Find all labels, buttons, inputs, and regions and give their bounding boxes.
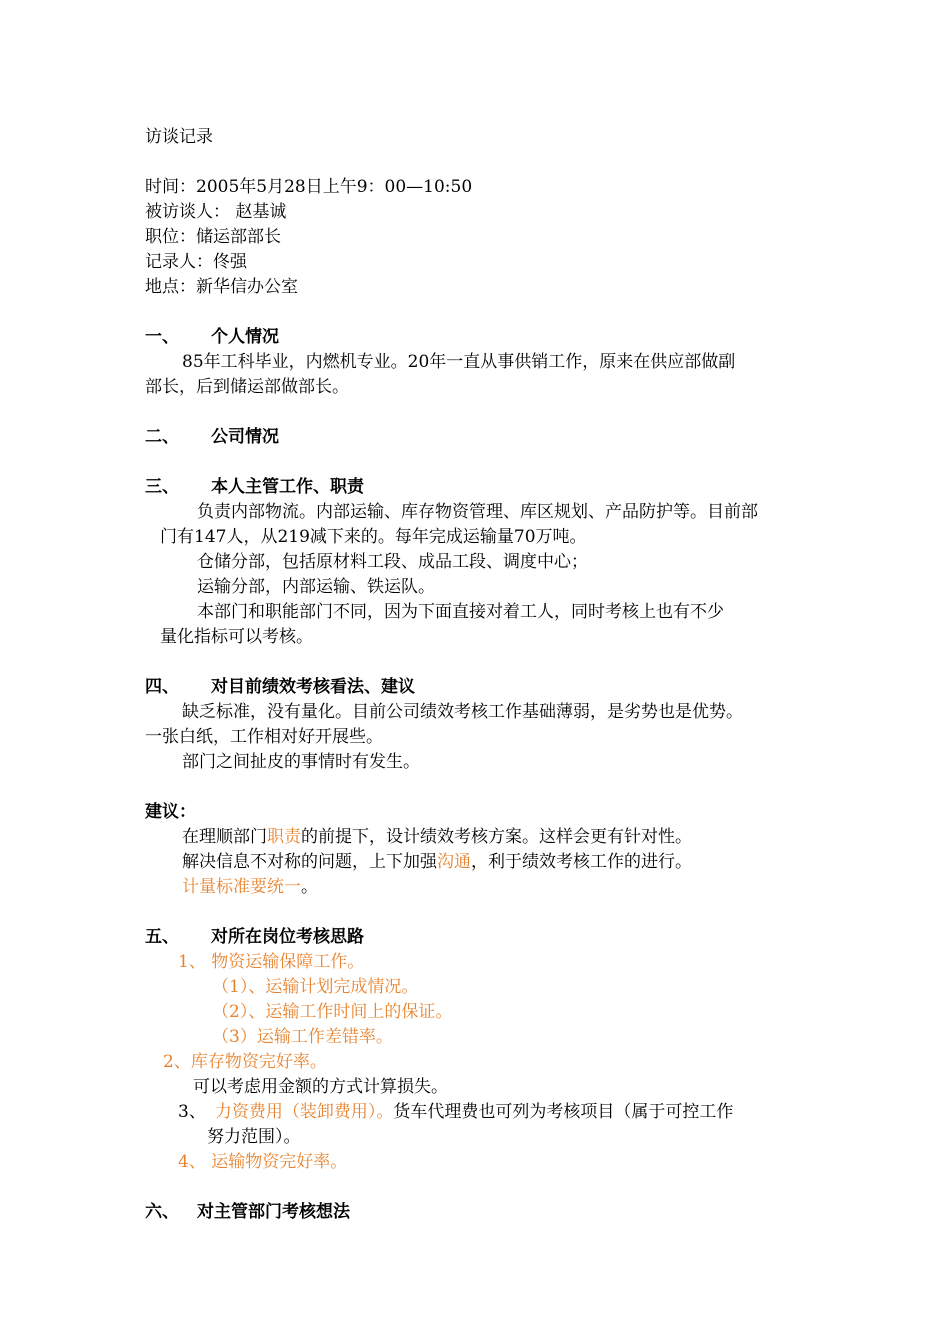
suggestion-1-keyword: 职责	[267, 827, 301, 847]
section-4-number: 四、	[145, 677, 179, 697]
item-1-sub-1: （1）、运输计划完成情况。	[212, 977, 419, 997]
item-1-sub-2: （2）、运输工作时间上的保证。	[212, 1002, 453, 1022]
suggestion-2-keyword: 沟通	[437, 852, 471, 872]
item-3-line-2: 努力范围）。	[207, 1127, 301, 1147]
item-3-line-1	[178, 1100, 733, 1125]
section-1-text-line-1: 85年工科毕业，内燃机专业。20年一直从事供销工作，原来在供应部做副	[182, 352, 736, 372]
section-3-para-1-line-2: 门有147人，从219减下来的。每年完成运输量70万吨。	[160, 527, 587, 547]
suggestion-line-3	[182, 875, 318, 900]
section-3-para-1-line-1: 负责内部物流。内部运输、库存物资管理、库区规划、产品防护等。目前部	[197, 502, 758, 522]
section-3-para-3: 运输分部，内部运输、铁运队。	[197, 577, 435, 597]
section-4-para-2: 部门之间扯皮的事情时有发生。	[182, 752, 420, 772]
meta-time: 时间：2005年5月28日上午9：00—10:50	[145, 177, 473, 197]
section-2-heading: 公司情况	[211, 427, 279, 447]
meta-recorder: 记录人：佟强	[145, 252, 247, 272]
suggestion-3-end: 。	[301, 877, 318, 897]
item-2: 2、库存物资完好率。	[163, 1052, 327, 1072]
item-1-sub-3: （3）运输工作差错率。	[212, 1027, 393, 1047]
item-3-keyword: 力资费用（装卸费用）。	[214, 1102, 394, 1122]
section-2-number: 二、	[145, 427, 179, 447]
section-5-number: 五、	[145, 927, 179, 947]
item-4: 4、 运输物资完好率。	[178, 1152, 348, 1172]
section-1-text-line-2: 部长，后到储运部做部长。	[145, 377, 349, 397]
suggestion-3-keyword: 计量标准要统一	[182, 877, 301, 897]
item-1: 1、 物资运输保障工作。	[178, 952, 365, 972]
item-2-note: 可以考虑用金额的方式计算损失。	[193, 1077, 448, 1097]
section-3-para-2: 仓储分部，包括原材料工段、成品工段、调度中心；	[197, 552, 588, 572]
section-3-para-4-line-2: 量化指标可以考核。	[160, 627, 313, 647]
section-1-number: 一、	[145, 327, 179, 347]
suggestion-1-text-c: 的前提下，设计绩效考核方案。这样会更有针对性。	[301, 827, 692, 847]
section-4-heading: 对目前绩效考核看法、建议	[211, 677, 415, 697]
section-6-heading: 对主管部门考核想法	[197, 1202, 350, 1222]
section-6-number: 六、	[145, 1202, 179, 1222]
section-4-para-1-line-1: 缺乏标准，没有量化。目前公司绩效考核工作基础薄弱，是劣势也是优势。	[182, 702, 743, 722]
section-3-number: 三、	[145, 477, 179, 497]
suggestion-line-2	[182, 850, 692, 875]
meta-location: 地点：新华信办公室	[145, 277, 298, 297]
meta-position: 职位：储运部部长	[145, 227, 281, 247]
doc-title: 访谈记录	[145, 127, 213, 147]
section-3-heading: 本人主管工作、职责	[211, 477, 364, 497]
suggestion-1-text-a: 在理顺部门	[182, 827, 267, 847]
section-3-para-4-line-1: 本部门和职能部门不同，因为下面直接对着工人，同时考核上也有不少	[197, 602, 724, 622]
suggestion-line-1	[182, 825, 692, 850]
suggestion-2-text-c: ，利于绩效考核工作的进行。	[471, 852, 692, 872]
item-3-text: 货车代理费也可列为考核项目（属于可控工作	[393, 1102, 734, 1122]
suggestion-2-text-a: 解决信息不对称的问题，上下加强	[182, 852, 437, 872]
section-4-para-1-line-2: 一张白纸，工作相对好开展些。	[145, 727, 383, 747]
section-1-heading: 个人情况	[211, 327, 279, 347]
meta-interviewee: 被访谈人： 赵基诚	[145, 202, 287, 222]
item-3-number: 3、	[178, 1102, 206, 1122]
section-5-heading: 对所在岗位考核思路	[211, 927, 364, 947]
suggestion-label: 建议：	[145, 802, 196, 822]
